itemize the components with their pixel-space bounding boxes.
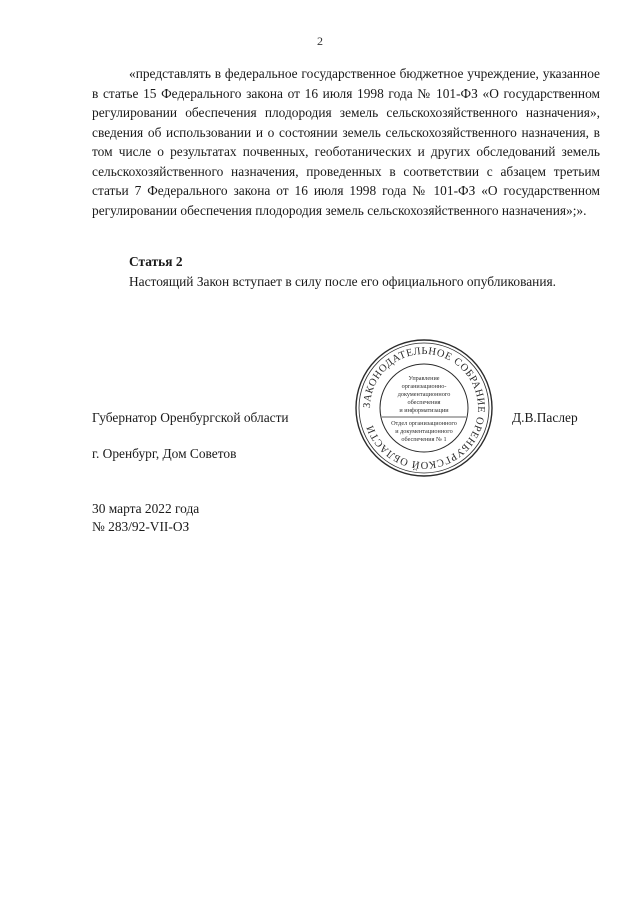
seal-line: обеспечения [407,399,441,406]
signer-name: Д.В.Паслер [512,410,578,425]
seal-center-text [391,375,457,443]
article-text: Настоящий Закон вступает в силу после его официального опубликования. [129,274,557,289]
seal-line: Управление [408,375,440,382]
page-number: 2 [317,34,323,48]
article-title: Статья 2 [129,254,183,269]
official-seal-stamp [353,337,495,479]
document-date: 30 марта 2022 года [92,501,200,516]
signer-title: Губернатор Оренбургской области [92,410,289,425]
seal-line: Отдел организационного [391,420,457,427]
seal-line: организационно- [401,383,447,390]
seal-ring-text: ЗАКОНОДАТЕЛЬНОЕ СОБРАНИЕ ОРЕНБУРГСКОЙ ОБЛАСТИ [361,345,487,471]
signing-place: г. Оренбург, Дом Советов [92,446,237,461]
seal-line: обеспечения № 1 [401,436,447,443]
seal-line: и документационного [395,428,453,435]
amendment-paragraph: «представлять в федеральное государственное бюджетное учреждение, указанное в статье 15 Федерального закона от 16 июля 1998 года № 101-ФЗ «О государственном регулировании обеспечения плодородия земель сельскохозяйственного назначения», сведения об использовании и о состоянии земель сельскохозяйственного назначения, в том числе о результатах почвенных, геоботанических и других обследований земель сельскохозяйственного назначения, проведенных в соответствии с абзацем третьим статьи 7 Федерального закона от 16 июля 1998 года № 101-ФЗ «О государственном регулировании обеспечения плодородия земель сельскохозяйственного назначения»;». [92,66,600,218]
seal-line: и информатизации [399,407,449,414]
document-number: № 283/92-VII-ОЗ [92,519,190,534]
seal-graphic [353,337,495,479]
seal-line: документационного [397,391,451,398]
